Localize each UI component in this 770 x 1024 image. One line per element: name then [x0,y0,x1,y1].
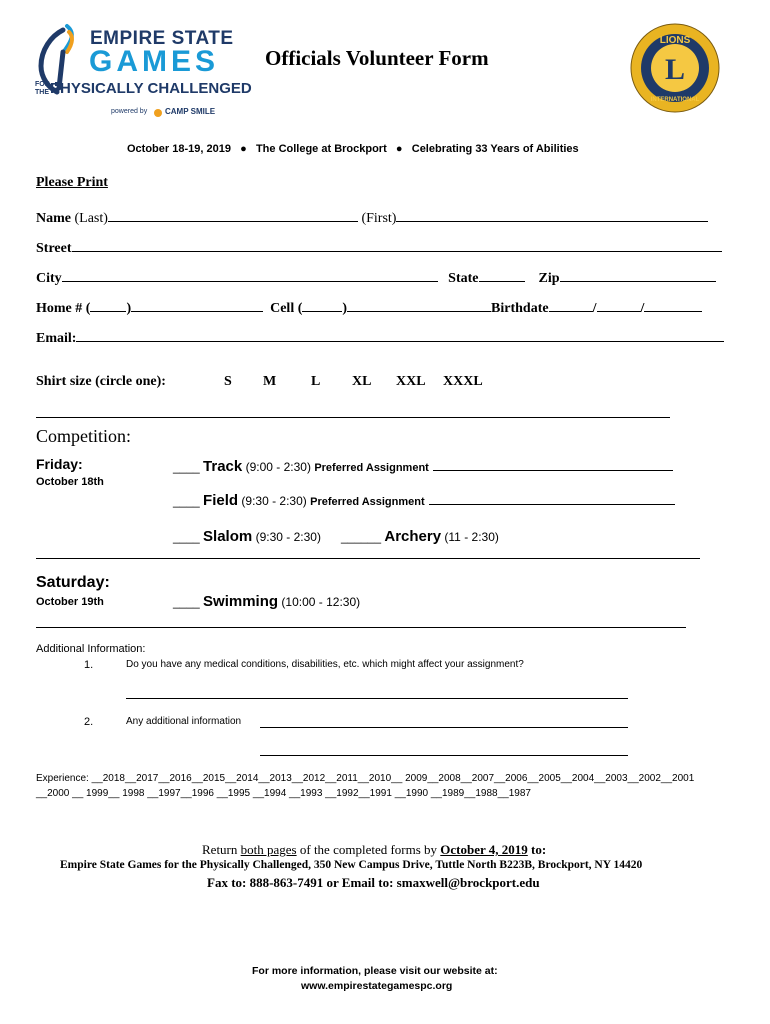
shirt-size-m[interactable]: M [263,374,277,389]
divider [36,627,686,628]
field-name: Field [203,492,239,509]
return-address: Empire State Games for the Physically Challenged, 350 New Campus Drive, Tuttle North B223B, Brockport, NY 14420 [60,859,643,871]
shirt-size-l[interactable]: L [311,374,321,389]
logo-line2: GAMES [89,45,220,78]
track-pref-label: Preferred Assignment [314,462,429,474]
shirt-size-xl[interactable]: XL [352,374,372,389]
track-row [173,456,673,475]
bullet-icon: ● [234,143,253,155]
field-row [173,490,675,509]
return-mid: of the completed forms by [296,842,441,857]
slalom-blank[interactable]: ____ [173,530,200,544]
friday-label: Friday: [36,456,83,472]
q2-number: 2. [84,716,94,728]
street-row [36,237,722,257]
home-phone-field[interactable] [131,297,263,312]
slash: / [640,301,645,316]
q1-number: 1. [84,659,94,671]
lions-bottom: INTERNATIONAL [650,97,700,103]
footer-line1: For more information, please visit our website at: [252,965,498,977]
logo-camp: CAMP SMILE [165,107,216,116]
q2-answer-line[interactable] [260,727,628,728]
return-date: October 4, 2019 [440,842,528,857]
saturday-date: October 19th [36,596,104,608]
lions-international-logo [629,22,721,114]
return-fax: Fax to: 888-863-7491 or Email to: smaxwell@brockport.edu [207,875,540,890]
lions-top: LIONS [659,35,691,46]
experience-line2: __2000 __ 1999__ 1998 __1997__1996 __1995 __1994 __1993 __1992__1991 __1990 __1989__1988__1987 [36,788,531,799]
logo-for: FOR [35,81,50,88]
city-label: City [36,271,62,286]
return-pre: Return [202,842,241,857]
name-label: Name [36,211,71,226]
zip-field[interactable] [560,267,716,282]
experience-line1: Experience: __2018__2017__2016__2015__2014__2013__2012__2011__2010__ 2009__2008__2007__2006__2005__2004__2003__2002__2001 [36,773,695,784]
return-line [202,842,546,858]
birth-month-field[interactable] [549,297,593,312]
first-name-field[interactable] [396,207,708,222]
additional-heading: Additional Information: [36,643,146,655]
event-celebrating: Celebrating 33 Years of Abilities [411,143,579,155]
birth-year-field[interactable] [644,297,702,312]
cell-label: Cell ( [270,301,303,316]
logo-the: THE [35,89,49,96]
home-label: Home # ( [36,301,91,316]
empire-state-games-logo [33,22,252,122]
email-row [36,327,724,347]
field-pref-field[interactable] [429,490,675,505]
shirt-size-xxl[interactable]: XXL [396,374,426,389]
competition-heading: Competition: [36,426,132,446]
cell-area-code-field[interactable] [302,297,342,312]
archery-time: (11 - 2:30) [444,530,499,544]
logo-line3: PHYSICALLY CHALLENGED [50,80,252,97]
zip-label: Zip [538,271,560,286]
street-label: Street [36,241,72,256]
divider [36,558,700,559]
lions-letter: L [664,53,686,86]
sun-icon [153,108,163,118]
home-area-code-field[interactable] [90,297,126,312]
return-to: to: [527,842,547,857]
archery-name: Archery [384,528,442,545]
swimming-name: Swimming [203,593,279,610]
footer-url[interactable]: www.empirestategamespc.org [301,980,453,992]
bullet-icon: ● [389,143,409,155]
swimming-time: (10:00 - 12:30) [281,595,361,609]
cell-phone-field[interactable] [347,297,491,312]
last-name-field[interactable] [108,207,358,222]
q1-answer-line[interactable] [126,698,628,699]
q1-text: Do you have any medical conditions, disabilities, etc. which might affect your assignment? [126,659,524,670]
field-blank[interactable]: ____ [173,494,200,508]
slalom-time: (9:30 - 2:30) [255,530,321,544]
shirt-size-xxxl[interactable]: XXXL [443,374,483,389]
field-pref-label: Preferred Assignment [310,496,425,508]
event-date: October 18-19, 2019 [127,143,231,155]
please-print: Please Print [36,175,108,190]
last-label: (Last) [74,211,108,226]
swimming-blank[interactable]: ____ [173,595,200,609]
q2-text: Any additional information [126,716,242,727]
slalom-archery-row [173,528,499,545]
home-close-paren: ) [126,301,132,316]
track-blank[interactable]: ____ [173,460,200,474]
track-time: (9:00 - 2:30) [245,460,311,474]
phone-row [36,297,702,317]
friday-date: October 18th [36,476,104,488]
cell-close-paren: ) [342,301,348,316]
logo-powered: powered by [111,108,148,115]
track-pref-field[interactable] [433,456,673,471]
field-time: (9:30 - 2:30) [241,494,307,508]
shirt-label: Shirt size (circle one): [36,374,166,389]
state-field[interactable] [479,267,525,282]
event-line [127,143,579,155]
slash: / [592,301,597,316]
swimming-row [173,593,360,610]
logo-line1: EMPIRE STATE [90,28,234,49]
email-field[interactable] [76,327,724,342]
return-both: both pages [240,842,297,857]
birthdate-label: Birthdate [491,301,549,316]
divider [36,417,670,418]
city-row [36,267,716,287]
street-field[interactable] [72,237,722,252]
state-label: State [448,271,479,286]
q2-answer-line-2[interactable] [260,755,628,756]
first-label: (First) [361,211,397,226]
event-place: The College at Brockport [255,143,387,155]
archery-blank[interactable]: ______ [340,530,382,544]
email-label: Email: [36,331,77,346]
birth-day-field[interactable] [597,297,641,312]
saturday-label: Saturday: [36,574,110,591]
name-row [36,207,708,227]
shirt-size-s[interactable]: S [224,374,232,389]
city-field[interactable] [62,267,438,282]
track-name: Track [203,458,243,475]
slalom-name: Slalom [203,528,253,545]
page-title: Officials Volunteer Form [265,46,489,70]
